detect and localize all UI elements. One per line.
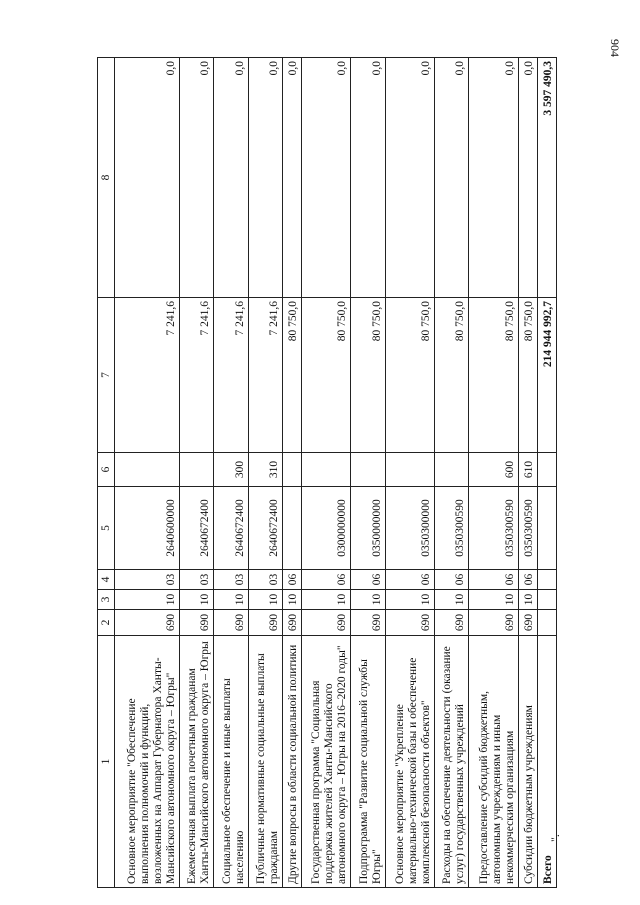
row-value-cell: 690 xyxy=(301,610,351,636)
row-value-cell: 10 xyxy=(115,590,180,610)
row-label-cell: Социальное обеспечение и иные выплаты населению xyxy=(214,636,248,888)
closing-quote-mark: ". xyxy=(548,834,562,842)
total-value-cell: 214 944 992,7 xyxy=(538,298,557,453)
row-value-cell: 600 xyxy=(469,453,519,487)
row-label-cell: Государственная программа "Социальная поддержка жителей Ханты-Мансийского автономного округа – Югры на 2016–2020 годы" xyxy=(301,636,351,888)
row-value-cell: 0,0 xyxy=(282,58,301,298)
row-value-cell: 10 xyxy=(282,590,301,610)
row-value-cell: 03 xyxy=(214,570,248,590)
row-value-cell: 7 241,6 xyxy=(115,298,180,453)
row-value-cell: 610 xyxy=(519,453,538,487)
row-value-cell: 0350000000 xyxy=(351,487,385,570)
row-value-cell: 0300000000 xyxy=(301,487,351,570)
row-value-cell: 2640672400 xyxy=(248,487,282,570)
row-value-cell: 0,0 xyxy=(214,58,248,298)
total-label-cell: Всего xyxy=(538,636,557,888)
row-value-cell: 690 xyxy=(282,610,301,636)
total-value-cell: 3 597 490,3 xyxy=(538,58,557,298)
row-value-cell: 80 750,0 xyxy=(469,298,519,453)
total-value-cell xyxy=(538,590,557,610)
row-value-cell: 06 xyxy=(282,570,301,590)
row-value-cell: 0350300590 xyxy=(469,487,519,570)
row-value-cell: 300 xyxy=(214,453,248,487)
row-value-cell: 0,0 xyxy=(351,58,385,298)
row-value-cell: 0,0 xyxy=(519,58,538,298)
row-value-cell: 690 xyxy=(519,610,538,636)
row-value-cell xyxy=(180,453,214,487)
table-row xyxy=(214,58,248,888)
row-value-cell: 10 xyxy=(301,590,351,610)
header-row xyxy=(98,58,115,888)
header-cell: 1 xyxy=(98,636,115,888)
row-value-cell: 0,0 xyxy=(469,58,519,298)
table-row xyxy=(248,58,282,888)
row-label-cell: Публичные нормативные социальные выплаты гражданам xyxy=(248,636,282,888)
row-value-cell: 690 xyxy=(385,610,435,636)
row-value-cell: 80 750,0 xyxy=(435,298,469,453)
row-value-cell: 7 241,6 xyxy=(180,298,214,453)
row-value-cell: 690 xyxy=(180,610,214,636)
row-value-cell: 80 750,0 xyxy=(351,298,385,453)
row-value-cell: 06 xyxy=(469,570,519,590)
row-value-cell: 2640600000 xyxy=(115,487,180,570)
row-value-cell: 06 xyxy=(351,570,385,590)
row-value-cell: 06 xyxy=(301,570,351,590)
table-row xyxy=(385,58,435,888)
table-row xyxy=(115,58,180,888)
row-value-cell xyxy=(115,453,180,487)
row-value-cell: 0,0 xyxy=(435,58,469,298)
row-value-cell: 10 xyxy=(435,590,469,610)
row-value-cell xyxy=(282,453,301,487)
row-value-cell: 690 xyxy=(435,610,469,636)
budget-table xyxy=(97,57,557,888)
row-value-cell: 03 xyxy=(115,570,180,590)
table-row xyxy=(301,58,351,888)
row-value-cell: 2640672400 xyxy=(214,487,248,570)
row-value-cell xyxy=(282,487,301,570)
row-value-cell: 03 xyxy=(248,570,282,590)
row-value-cell: 10 xyxy=(248,590,282,610)
row-value-cell xyxy=(385,453,435,487)
row-value-cell: 690 xyxy=(115,610,180,636)
page-number: 904 xyxy=(608,39,622,57)
table-row xyxy=(180,58,214,888)
row-value-cell: 10 xyxy=(180,590,214,610)
header-cell: 2 xyxy=(98,610,115,636)
row-label-cell: Другие вопросы в области социальной политики xyxy=(282,636,301,888)
total-value-cell xyxy=(538,487,557,570)
row-value-cell: 80 750,0 xyxy=(301,298,351,453)
row-value-cell: 06 xyxy=(385,570,435,590)
row-value-cell: 0,0 xyxy=(180,58,214,298)
row-value-cell: 10 xyxy=(214,590,248,610)
table-row xyxy=(351,58,385,888)
header-cell: 4 xyxy=(98,570,115,590)
row-label-cell: Подпрограмма "Развитие социальной службы Югры" xyxy=(351,636,385,888)
rotated-page xyxy=(97,58,557,888)
header-cell: 3 xyxy=(98,590,115,610)
row-value-cell: 7 241,6 xyxy=(248,298,282,453)
row-value-cell: 690 xyxy=(248,610,282,636)
row-value-cell: 0,0 xyxy=(248,58,282,298)
row-label-cell: Субсидии бюджетным учреждениям xyxy=(519,636,538,888)
header-cell: 5 xyxy=(98,487,115,570)
row-value-cell xyxy=(351,453,385,487)
table-row xyxy=(469,58,519,888)
row-value-cell xyxy=(435,453,469,487)
row-value-cell: 10 xyxy=(469,590,519,610)
row-value-cell: 0350300590 xyxy=(519,487,538,570)
table-row xyxy=(282,58,301,888)
row-value-cell: 0,0 xyxy=(385,58,435,298)
row-label-cell: Основное мероприятие "Укрепление материально-технической базы и обеспечение комплексной безопасности объектов" xyxy=(385,636,435,888)
row-value-cell: 0350300000 xyxy=(385,487,435,570)
row-value-cell: 10 xyxy=(385,590,435,610)
row-value-cell: 06 xyxy=(435,570,469,590)
row-value-cell: 0350300590 xyxy=(435,487,469,570)
row-label-cell: Предоставление субсидий бюджетным, автономным учреждениям и иным некоммерческим организациям xyxy=(469,636,519,888)
row-value-cell: 7 241,6 xyxy=(214,298,248,453)
row-value-cell: 06 xyxy=(519,570,538,590)
row-label-cell: Ежемесячная выплата почетным гражданам Ханты-Мансийского автономного округа – Югры xyxy=(180,636,214,888)
row-value-cell: 2640672400 xyxy=(180,487,214,570)
total-value-cell xyxy=(538,570,557,590)
header-cell: 6 xyxy=(98,453,115,487)
header-cell: 8 xyxy=(98,58,115,298)
row-value-cell: 690 xyxy=(351,610,385,636)
row-label-cell: Основное мероприятие "Обеспечение выполнения полномочий и функций, возложенных на Аппарат Губернатора Ханты-Мансийского автономного округа – Югры" xyxy=(115,636,180,888)
table-row xyxy=(519,58,538,888)
table-row xyxy=(435,58,469,888)
row-label-cell: Расходы на обеспечение деятельности (оказание услуг) государственных учреждений xyxy=(435,636,469,888)
total-row xyxy=(538,58,557,888)
header-cell: 7 xyxy=(98,298,115,453)
row-value-cell: 80 750,0 xyxy=(385,298,435,453)
row-value-cell: 690 xyxy=(214,610,248,636)
row-value-cell: 80 750,0 xyxy=(282,298,301,453)
row-value-cell: 310 xyxy=(248,453,282,487)
row-value-cell xyxy=(301,453,351,487)
row-value-cell: 0,0 xyxy=(115,58,180,298)
row-value-cell: 10 xyxy=(519,590,538,610)
total-value-cell xyxy=(538,453,557,487)
row-value-cell: 80 750,0 xyxy=(519,298,538,453)
row-value-cell: 690 xyxy=(469,610,519,636)
row-value-cell: 0,0 xyxy=(301,58,351,298)
row-value-cell: 10 xyxy=(351,590,385,610)
total-value-cell xyxy=(538,610,557,636)
row-value-cell: 03 xyxy=(180,570,214,590)
